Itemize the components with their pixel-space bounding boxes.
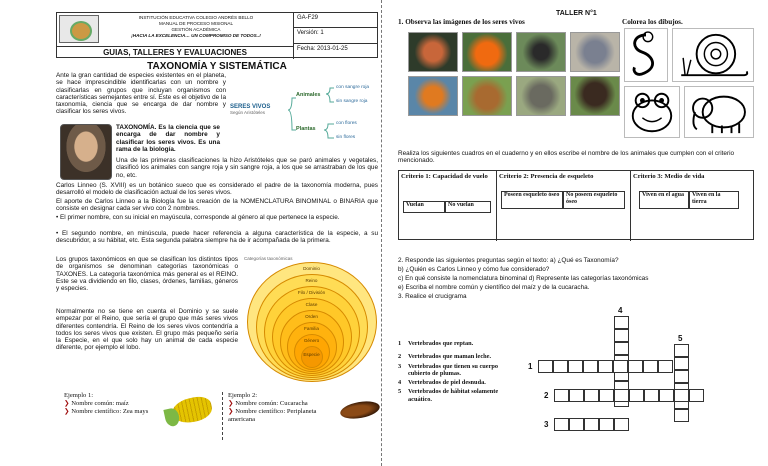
example-1-scientific-row: ❯ Nombre científico: Zea mays <box>64 408 149 415</box>
crossword-clues <box>398 340 508 405</box>
taxonomia-definition: TAXONOMÍA. Es la ciencia que se encarga de dar nombre y clasificar los seres vivos. Es una rama de la biología. <box>116 124 220 153</box>
question-2: 2. Responde las siguientes preguntas según el texto: a) ¿Qué es Taxonomía? <box>398 257 619 264</box>
crossword-cell[interactable] <box>658 360 673 373</box>
document-date: Fecha: 2013-01-25 <box>297 45 348 52</box>
guides-heading: GUIAS, TALLERES Y EVALUACIONES <box>57 46 293 59</box>
taxonomic-rings <box>244 256 379 384</box>
crossword-cell[interactable] <box>554 389 569 402</box>
criteria-table <box>398 170 754 240</box>
intro-paragraph: Ante la gran cantidad de especies existentes en el planeta, se hace imprescindible identificarlas con un nombre y clasificarlas en grupos que incluyan organismos con características semejantes entre sí. Este es el objetivo de la taxonomía, ciencia que se encarga de dar nombre y clasificar los seres vivos. <box>56 72 226 116</box>
question-1: 1. Observa las imágenes de los seres vivos <box>398 18 525 26</box>
rings-caption: Categorías taxonómicas <box>244 256 293 261</box>
clue-3-number: 3 <box>398 362 402 370</box>
diagram-connectors <box>230 80 380 150</box>
snail-drawing <box>672 28 754 82</box>
criterio-2 <box>497 171 631 241</box>
document-version: Versión: 1 <box>294 28 377 43</box>
seres-vivos-diagram <box>230 80 380 150</box>
crossword-cell[interactable] <box>674 389 689 402</box>
nomenclature-rule-1: • El primer nombre, con su inicial en mayúscula, corresponde al género al que pertenece la especie. <box>56 214 340 221</box>
dominio-paragraph: Normalmente no se tiene en cuenta el Dominio y se suele empezar por el Reino, que sería el grupo que más seres vivos diferentes contendría. El Reino de los seres vivos contendría a todos los seres vivos que existen. El grupo más pequeño sería la Especie, en el que solo hay un animal de cada especie diferente, por ejemplo el lobo. <box>56 308 238 352</box>
motto: ¡HACIA LA EXCELENCIA… UN COMPROMISO DE TODOS..! <box>131 33 261 38</box>
corn-image <box>170 394 214 426</box>
question-1-color: Colorea los dibujos. <box>622 18 683 26</box>
crossword-cell[interactable] <box>599 418 614 431</box>
example-2-title: Ejemplo 2: <box>228 392 258 399</box>
example-1-title: Ejemplo 1: <box>64 392 94 399</box>
ring-label-familia: Familia <box>304 326 319 331</box>
crossword-cell[interactable] <box>674 357 689 370</box>
example-1-common-row: ❯ Nombre común: maíz <box>64 400 129 407</box>
page-title: TAXONOMÍA Y SISTEMÁTICA <box>147 61 287 72</box>
criterio-3-title: Criterio 3: Medio de vida <box>633 173 705 180</box>
crossword-cell[interactable] <box>644 389 659 402</box>
sin-sangre-roja-label: sin sangre roja <box>336 99 368 104</box>
workshop-title: TALLER N°1 <box>556 10 597 17</box>
crossword-cell[interactable] <box>629 389 644 402</box>
clue-1-number: 1 <box>398 340 402 347</box>
aporte-paragraph: El aporte de Carlos Linneo a la Biología fue la creación de la NOMENCLATURA BINOMINAL o BINARIA que consiste en designar cada ser vivo con 2 nombres. <box>56 198 378 213</box>
crossword-cell[interactable] <box>569 389 584 402</box>
crossword-cell[interactable] <box>598 360 613 373</box>
criterio-1 <box>399 171 497 241</box>
example-separator <box>222 392 223 440</box>
criterio-2-poseen: Poseen esqueleto óseo <box>501 191 563 209</box>
question-3: 3. Realice el crucigrama <box>398 293 467 300</box>
sin-flores-label: sin flores <box>336 135 356 140</box>
chimpanzee-photo <box>570 76 620 116</box>
crossword-number-2: 2 <box>544 391 549 400</box>
example-2-common: Nombre común: Cucaracha <box>235 400 308 407</box>
clue-4-number: 4 <box>398 379 402 387</box>
school-logo <box>59 15 99 43</box>
questions-block <box>398 256 758 301</box>
crossword-cell[interactable] <box>643 360 658 373</box>
crossword-cell[interactable] <box>599 389 614 402</box>
criterio-1-vuelan: Vuelan <box>403 201 445 213</box>
crossword-cell[interactable] <box>614 389 629 402</box>
octopus-photo <box>408 32 458 72</box>
fish-photo <box>462 32 512 72</box>
clue-3 <box>398 363 508 378</box>
elephants-photo <box>516 76 566 116</box>
crossword-cell[interactable] <box>568 360 583 373</box>
clue-4-text: Vertebrados de piel desnuda. <box>408 379 486 387</box>
linneo-portrait <box>60 124 112 180</box>
crossword-cell[interactable] <box>613 360 628 373</box>
crossword-cell[interactable] <box>614 329 629 342</box>
crossword-cell[interactable] <box>674 370 689 383</box>
animales-label: Animales <box>296 92 321 98</box>
grupos-paragraph: Los grupos taxonómicos en que se clasifican los distintos tipos de organismos se denominan categorías taxonómicas o TAXONES. La categoría taxonómica más general es el REINO. Este se va dividiendo en filo, clases, órdenes, familias, géneros y especies. <box>56 256 238 293</box>
crossword-cell[interactable] <box>614 418 629 431</box>
con-sangre-roja-label: con sangre roja <box>336 85 370 90</box>
example-2-common-row: ❯ Nombre común: Cucaracha <box>228 400 308 407</box>
crossword-number-4: 4 <box>618 306 623 315</box>
example-1 <box>64 392 174 442</box>
clue-3-text: Vertebrados que tienen su cuerpo cubierto de plumas. <box>408 362 499 377</box>
institution-name: INSTITUCIÓN EDUCATIVA COLEGIO ANDRÉS BELLO <box>138 15 254 20</box>
clue-5 <box>398 388 508 403</box>
example-2-scientific: Nombre científico: Periplaneta americana <box>228 408 317 423</box>
crossword-cell[interactable] <box>584 418 599 431</box>
seres-vivos-label: SERES VIVOS <box>230 104 271 110</box>
crossword-cell[interactable] <box>584 389 599 402</box>
right-page <box>388 4 764 460</box>
clue-1-text: Vertebrados que reptan. <box>408 340 474 347</box>
crossword-cell[interactable] <box>553 360 568 373</box>
crossword-number-5: 5 <box>678 334 683 343</box>
elephant-drawing <box>684 86 754 138</box>
crossword-number-1: 1 <box>528 362 533 371</box>
clue-4 <box>398 379 508 386</box>
criterio-3-tierra: Viven en la tierra <box>689 191 739 209</box>
crossword-cell[interactable] <box>569 418 584 431</box>
dog-photo <box>462 76 512 116</box>
criterio-1-no-vuelan: No vuelan <box>445 201 491 213</box>
criterio-3-agua: Viven en el agua <box>639 191 689 209</box>
example-1-scientific: Nombre científico: Zea mays <box>71 408 149 415</box>
plantas-label: Plantas <box>296 126 316 132</box>
ring-especie <box>301 346 323 368</box>
clue-5-text: Vertebrados de hábitat solamente acuático. <box>408 388 499 403</box>
example-1-common: Nombre común: maíz <box>71 400 129 407</box>
frog-drawing <box>624 86 680 138</box>
crossword-number-3: 3 <box>544 420 549 429</box>
pigeon-photo <box>570 32 620 72</box>
criterio-3 <box>631 171 755 241</box>
institution-info <box>103 15 289 39</box>
crossword-cell[interactable] <box>614 316 629 329</box>
manual-name: MANUAL DE PROCESO MISIONAL <box>158 21 234 26</box>
ring-label-filo: Filo / División <box>297 290 326 295</box>
ring-label-orden: Orden <box>305 314 318 319</box>
clue-1 <box>398 340 508 347</box>
crossword-cell[interactable] <box>554 418 569 431</box>
area-name: GESTIÓN ACADÉMICA <box>171 27 221 32</box>
snake-drawing <box>624 28 668 82</box>
clue-2-number: 2 <box>398 353 402 361</box>
clue-2 <box>398 353 508 360</box>
crossword-cell[interactable] <box>538 360 553 373</box>
clue-2-text: Vertebrados que maman leche. <box>408 353 492 361</box>
crossword-cell[interactable] <box>674 409 689 422</box>
ring-label-clase: Clase <box>305 302 318 307</box>
starfish-photo <box>408 76 458 116</box>
criterio-2-no-poseen: No poseen esqueleto óseo <box>563 191 625 209</box>
document-code: GA-F29 <box>294 13 377 28</box>
crossword-cell[interactable] <box>659 389 674 402</box>
example-2 <box>228 392 336 442</box>
aristoteles-paragraph: Una de las primeras clasificaciones la hizo Aristóteles que se paró animales y vegetales, clasificó los animales con sangre roja y sin sangre roja, a los que se arrastraban de los que no, etc. <box>116 157 378 179</box>
crossword-cell[interactable] <box>689 389 704 402</box>
fly-photo <box>516 32 566 72</box>
crossword-cell[interactable] <box>674 344 689 357</box>
criterio-2-title: Criterio 2: Presencia de esqueleto <box>499 173 594 180</box>
cockroach-image <box>339 399 381 422</box>
ring-label-reino: Reino <box>305 278 318 283</box>
question-2c: c) En qué consiste la nomenclatura binominal d) Represente las categorías taxonómicas <box>398 275 649 282</box>
question-2b: b) ¿Quién es Carlos Linneo y cómo fue considerado? <box>398 266 550 273</box>
ring-label-especie: Especie <box>303 352 320 357</box>
nomenclature-rule-2: • El segundo nombre, en minúscula, puede hacer referencia a alguna característica de la especie, a su descubridor, a su hábitat, etc. Esta segunda palabra siempre ha de ir acompañada de la primera. <box>56 230 378 245</box>
document-header <box>56 12 378 58</box>
left-page <box>4 4 382 460</box>
table-instruction: Realiza los siguientes cuadros en el cuaderno y en ellos escribe el nombre de los animales que cumplen con el criterio mencionado. <box>398 150 735 165</box>
crossword-cell[interactable] <box>583 360 598 373</box>
con-flores-label: con flores <box>336 121 357 126</box>
linneo-paragraph: Carlos Linneo (S. XVIII) es un botánico sueco que es considerado el padre de la taxonomía moderna, pues desarrolló el modelo de clasificación actual de los seres vivos. <box>56 182 378 197</box>
seres-vivos-subtitle: Según Aristóteles <box>230 110 266 115</box>
document-code-box <box>293 13 377 59</box>
crossword-cell[interactable] <box>628 360 643 373</box>
criterio-1-title: Criterio 1: Capacidad de vuelo <box>401 173 488 180</box>
ring-label-genero: Género <box>303 338 320 343</box>
crossword-cell[interactable] <box>614 342 629 355</box>
clue-5-number: 5 <box>398 388 402 396</box>
question-2e: e) Escriba el nombre común y científico del maíz y de la cucaracha. <box>398 284 590 291</box>
ring-label-dominio: Dominio <box>303 266 320 271</box>
example-2-scientific-row: ❯ Nombre científico: Periplaneta americana <box>228 408 317 423</box>
